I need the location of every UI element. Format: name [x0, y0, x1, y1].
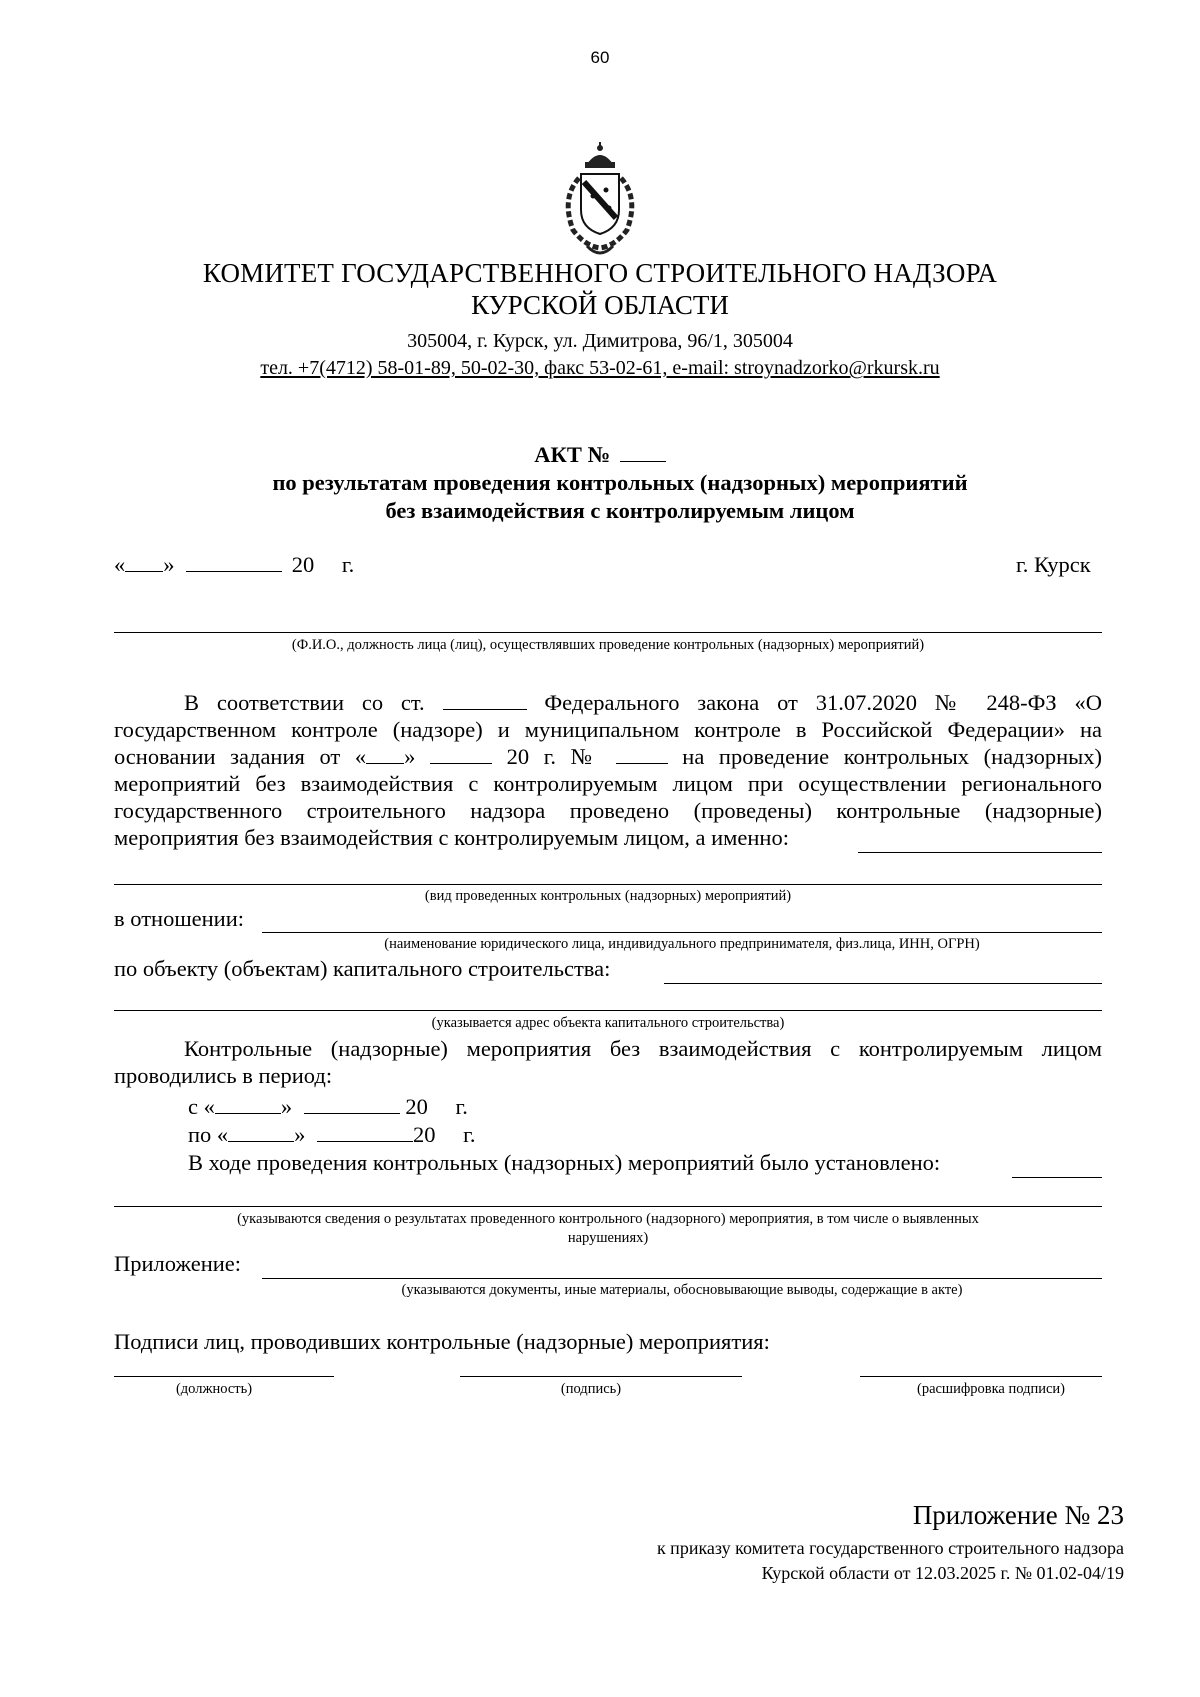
position-hint: (должность)	[175, 1381, 253, 1397]
period-from-prefix: с «	[188, 1094, 215, 1119]
entity-hint: (наименование юридического лица, индивидуального предпринимателя, физ.лица, ИНН, ОГРН)	[384, 936, 980, 952]
org-contacts	[0, 357, 1200, 380]
signatures-heading: Подписи лиц, проводивших контрольные (надзорные) мероприятия:	[114, 1329, 770, 1354]
kursk-coat-of-arms-icon	[551, 138, 649, 262]
appendix-line-1: к приказу комитета государственного строительного надзора	[656, 1538, 1124, 1558]
period-to-prefix: по «	[188, 1122, 229, 1147]
org-name-line1: КОМИТЕТ ГОСУДАРСТВЕННОГО СТРОИТЕЛЬНОГО НАДЗОРА	[202, 258, 998, 288]
act-date	[114, 552, 354, 578]
results-hint-2: нарушениях)	[567, 1230, 649, 1246]
kind-hint: (вид проведенных контрольных (надзорных) мероприятий)	[424, 888, 792, 904]
period-to-month-blank[interactable]	[317, 1141, 413, 1142]
regarding-blank-line[interactable]	[262, 932, 1102, 933]
body-line-6-text: мероприятия без взаимодействия с контролируемым лицом, а именно:	[114, 825, 789, 850]
object-blank-line[interactable]	[664, 983, 1102, 984]
established-label: В ходе проведения контрольных (надзорных) мероприятий было установлено:	[188, 1150, 941, 1175]
position-blank-line[interactable]	[114, 1376, 334, 1377]
task-day-blank[interactable]	[366, 763, 404, 764]
period-line-1-text: Контрольные (надзорные) мероприятия без взаимодействия с контролируемым лицом	[184, 1036, 1102, 1061]
results-blank-line[interactable]	[114, 1206, 1102, 1207]
regarding-label: в отношении:	[114, 906, 245, 931]
act-city: г. Курск	[1016, 552, 1091, 577]
results-hint-1: (указываются сведения о результатах проведенного контрольного (надзорного) мероприятия, в том числе о выявленных	[237, 1211, 979, 1227]
body-line-2: государственном контроле (надзоре) и муниципальном контроле в Российской Федерации» на	[114, 717, 1102, 742]
established-blank[interactable]	[1012, 1177, 1102, 1178]
body-line-1-a: В соответствии со ст.	[184, 690, 425, 715]
org-address: 305004, г. Курск, ул. Димитрова, 96/1, 305004	[407, 330, 793, 352]
address-hint: (указывается адрес объекта капитального строительства)	[431, 1015, 785, 1031]
date-year-prefix: 20	[291, 552, 315, 577]
period-from-month-blank[interactable]	[304, 1113, 400, 1114]
task-month-blank[interactable]	[430, 763, 492, 764]
object-address-blank-line[interactable]	[114, 1010, 1102, 1011]
body-line-1-b: Федерального закона от 31.07.2020 № 248-ФЗ «О	[544, 690, 1102, 715]
date-open-quote: «	[114, 552, 126, 577]
object-label: по объекту (объектам) капитального строительства:	[114, 956, 611, 981]
appendix-line-2: Курской области от 12.03.2025 г. № 01.02-04/19	[761, 1563, 1124, 1583]
appendix-title: Приложение № 23	[912, 1500, 1124, 1530]
date-day-blank[interactable]	[125, 571, 163, 572]
period-line-1	[114, 1036, 1102, 1062]
period-from	[188, 1094, 468, 1120]
signature-hint: (подпись)	[560, 1381, 622, 1397]
period-line-2: проводились в период:	[114, 1063, 333, 1088]
body-line-6	[114, 825, 1102, 851]
period-from-close: »	[280, 1094, 293, 1119]
period-from-g: г.	[455, 1094, 468, 1119]
body-line-3-d: г. №	[543, 744, 602, 769]
task-number-blank[interactable]	[616, 763, 668, 764]
decoding-blank-line[interactable]	[860, 1376, 1102, 1377]
period-to-g: г.	[463, 1122, 476, 1147]
body-line-3-b: »	[404, 744, 416, 769]
period-from-year: 20	[405, 1094, 428, 1119]
kind-blank-line[interactable]	[114, 884, 1102, 885]
act-number-label: АКТ №	[534, 442, 611, 467]
docs-hint: (указываются документы, иные материалы, обосновывающие выводы, содержащие в акте)	[401, 1282, 963, 1298]
period-to	[188, 1122, 476, 1148]
date-month-blank[interactable]	[186, 571, 282, 572]
body-line-3-a: основании задания от «	[114, 744, 367, 769]
body-line-3-c: 20	[506, 744, 530, 769]
body-line-1	[114, 690, 1102, 716]
decoding-hint: (расшифровка подписи)	[916, 1381, 1066, 1397]
org-name-line2: КУРСКОЙ ОБЛАСТИ	[471, 290, 729, 320]
date-close-quote: »	[163, 552, 175, 577]
body-line-3-e: на проведение контрольных (надзорных)	[682, 744, 1103, 769]
act-title	[0, 442, 1200, 468]
body-line-5: государственного строительного надзора проведено (проведены) контрольные (надзорные)	[114, 798, 1102, 823]
article-number-blank[interactable]	[443, 709, 527, 710]
act-subtitle-line1: по результатам проведения контрольных (надзорных) мероприятий	[272, 470, 968, 495]
fio-blank-line[interactable]	[114, 632, 1102, 633]
act-subtitle-line2: без взаимодействия с контролируемым лицом	[385, 498, 855, 523]
period-from-day-blank[interactable]	[215, 1113, 281, 1114]
period-to-day-blank[interactable]	[228, 1141, 294, 1142]
signature-blank-line[interactable]	[460, 1376, 742, 1377]
period-to-close: »	[294, 1122, 306, 1147]
coat-of-arms-emblem	[551, 138, 649, 262]
fio-hint: (Ф.И.О., должность лица (лиц), осуществлявших проведение контрольных (надзорных) мероприятий)	[291, 637, 925, 653]
org-contacts-text: тел. +7(4712) 58-01-89, 50-02-30, факс 53-02-61, e-mail: stroynadzorko@rkursk.ru	[260, 357, 940, 379]
body-line-3	[114, 744, 1102, 770]
attachment-label: Приложение:	[114, 1251, 242, 1276]
date-g: г.	[341, 552, 355, 577]
page-number: 60	[590, 48, 610, 67]
body-line-6-blank[interactable]	[858, 852, 1102, 853]
attachment-blank-line[interactable]	[262, 1278, 1102, 1279]
body-line-4: мероприятий без взаимодействия с контролируемым лицом при осуществлении регионального	[114, 771, 1102, 796]
period-to-year: 20	[413, 1122, 436, 1147]
act-number-blank[interactable]	[620, 461, 666, 462]
